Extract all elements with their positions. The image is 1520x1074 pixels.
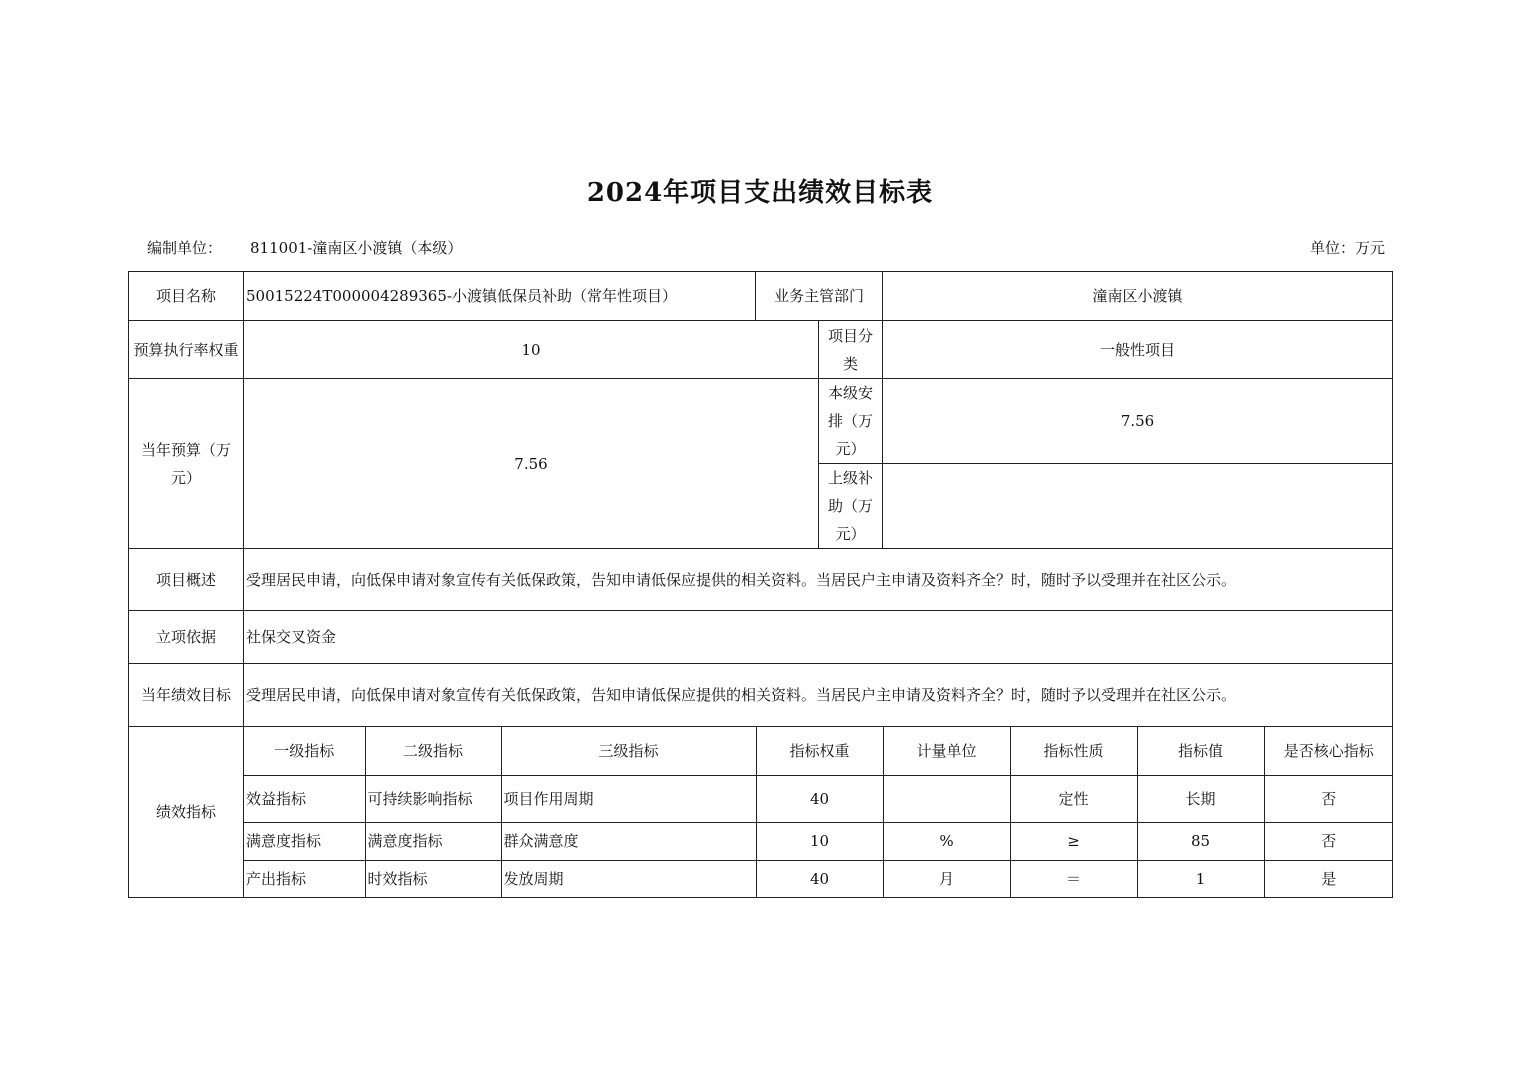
header-weight: 指标权重 xyxy=(756,727,883,775)
weight-label: 预算执行率权重 xyxy=(129,321,244,379)
budget-value: 7.56 xyxy=(244,379,819,549)
row-value: 1 xyxy=(1137,860,1264,897)
unit-label: 单位：万元 xyxy=(1310,239,1386,257)
row-unit: 月 xyxy=(883,860,1010,897)
row-level1: 效益指标 xyxy=(244,775,365,822)
header-level2: 二级指标 xyxy=(365,727,501,775)
row-core: 是 xyxy=(1264,860,1393,897)
row-level1: 满意度指标 xyxy=(244,822,365,860)
row-level2: 时效指标 xyxy=(365,860,501,897)
org-info xyxy=(147,237,462,258)
page-title: 2024年项目支出绩效目标表 xyxy=(586,178,934,208)
header-level3: 三级指标 xyxy=(501,727,756,775)
header-level1: 一级指标 xyxy=(244,727,365,775)
basis-value: 社保交叉资金 xyxy=(244,611,1393,664)
row-unit xyxy=(883,775,1010,822)
indicators-label: 绩效指标 xyxy=(129,727,244,898)
indicators-header-row xyxy=(244,727,1393,775)
upper-label: 上级补助（万元） xyxy=(819,464,883,549)
indicators-table xyxy=(244,727,1393,897)
row-level2: 可持续影响指标 xyxy=(365,775,501,822)
table-row xyxy=(244,775,1393,822)
header-unit: 计量单位 xyxy=(883,727,1010,775)
row-level3: 发放周期 xyxy=(501,860,756,897)
row-weight: 40 xyxy=(756,775,883,822)
performance-table xyxy=(128,271,1393,898)
row-nature: ≥ xyxy=(1010,822,1137,860)
goal-value: 受理居民申请，向低保申请对象宣传有关低保政策，告知申请低保应提供的相关资料。当居民户主申请及资料齐全？时，随时予以受理并在社区公示。 xyxy=(244,664,1393,727)
dept-label: 业务主管部门 xyxy=(756,272,883,321)
weight-value: 10 xyxy=(244,321,819,379)
row-nature: 定性 xyxy=(1010,775,1137,822)
row-core: 否 xyxy=(1264,775,1393,822)
category-label: 项目分类 xyxy=(819,321,883,379)
table-row xyxy=(244,860,1393,897)
row-weight: 40 xyxy=(756,860,883,897)
row-level3: 群众满意度 xyxy=(501,822,756,860)
org-label: 编制单位： xyxy=(147,239,223,257)
project-name-value: 50015224T000004289365-小渡镇低保员补助（常年性项目） xyxy=(244,272,756,321)
goal-label: 当年绩效目标 xyxy=(129,664,244,727)
org-value: 811001-潼南区小渡镇（本级） xyxy=(250,239,463,257)
dept-value: 潼南区小渡镇 xyxy=(883,272,1393,321)
indicators-cell xyxy=(244,727,1393,898)
local-value: 7.56 xyxy=(883,379,1393,464)
row-level2: 满意度指标 xyxy=(365,822,501,860)
row-level1: 产出指标 xyxy=(244,860,365,897)
category-value: 一般性项目 xyxy=(883,321,1393,379)
row-level3: 项目作用周期 xyxy=(501,775,756,822)
row-core: 否 xyxy=(1264,822,1393,860)
local-label: 本级安排（万元） xyxy=(819,379,883,464)
row-value: 长期 xyxy=(1137,775,1264,822)
header-nature: 指标性质 xyxy=(1010,727,1137,775)
row-unit: % xyxy=(883,822,1010,860)
table-row xyxy=(244,822,1393,860)
upper-value xyxy=(883,464,1393,549)
basis-label: 立项依据 xyxy=(129,611,244,664)
budget-label: 当年预算（万元） xyxy=(129,379,244,549)
project-name-label: 项目名称 xyxy=(129,272,244,321)
overview-value: 受理居民申请，向低保申请对象宣传有关低保政策，告知申请低保应提供的相关资料。当居民户主申请及资料齐全？时，随时予以受理并在社区公示。 xyxy=(244,549,1393,611)
row-nature: ＝ xyxy=(1010,860,1137,897)
row-value: 85 xyxy=(1137,822,1264,860)
header-core: 是否核心指标 xyxy=(1264,727,1393,775)
header-value: 指标值 xyxy=(1137,727,1264,775)
overview-label: 项目概述 xyxy=(129,549,244,611)
row-weight: 10 xyxy=(756,822,883,860)
